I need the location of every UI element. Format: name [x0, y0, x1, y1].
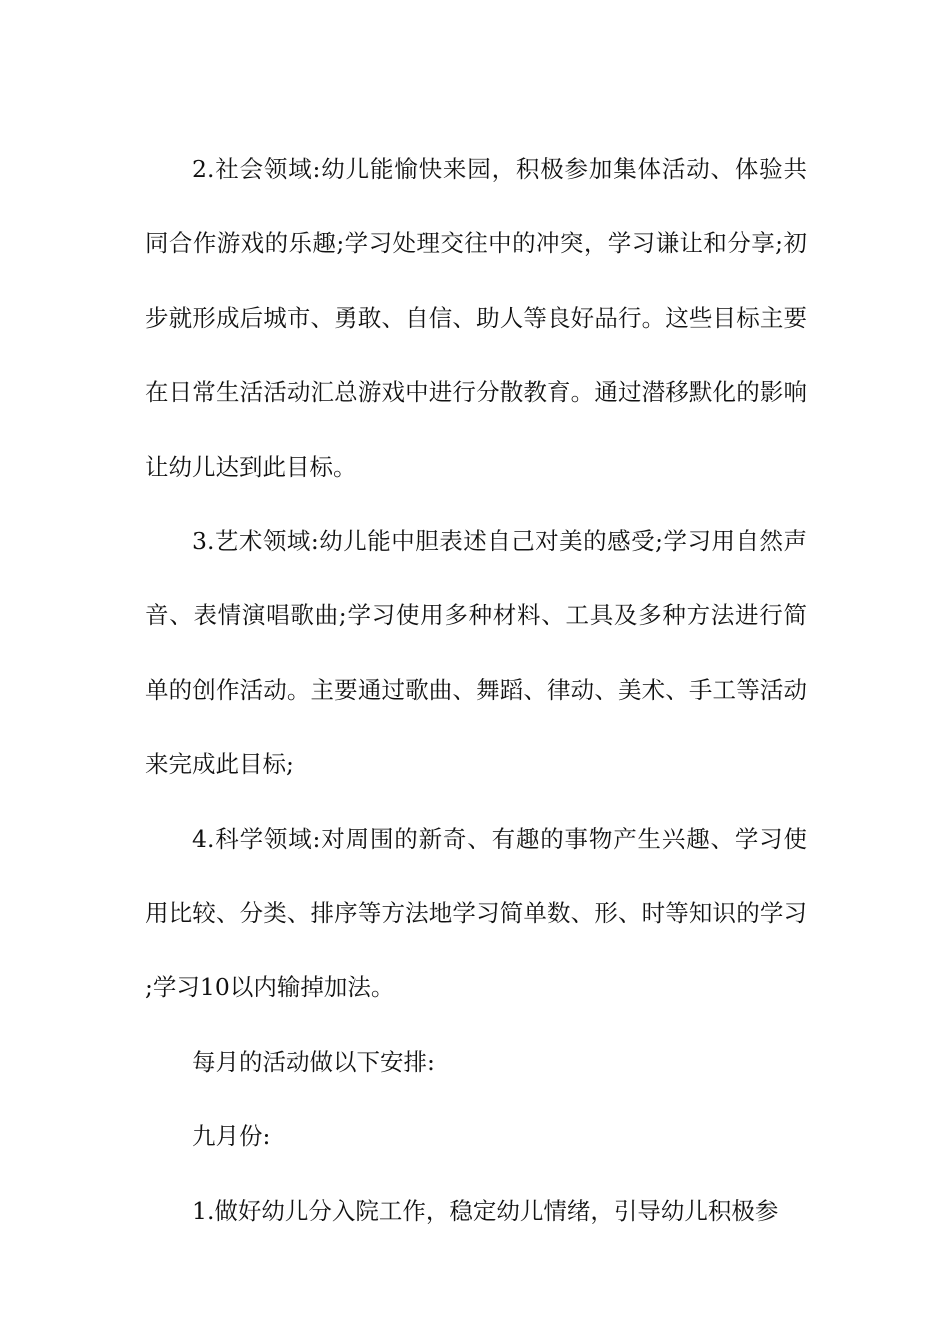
document-body: [145, 132, 807, 1248]
paragraph-social-domain: 2.社会领域:幼儿能愉快来园，积极参加集体活动、体验共同合作游戏的乐趣;学习处理交往中的冲突，学习谦让和分享;初步就形成后城市、勇敢、自信、助人等良好品行。这些目标主要在日常生活活动汇总游戏中进行分散教育。通过潜移默化的影响让幼儿达到此目标。: [145, 155, 807, 481]
paragraph-september-heading: 九月份:: [192, 1122, 271, 1151]
paragraph-september-item-1: 1.做好幼儿分入院工作，稳定幼儿情绪，引导幼儿积极参: [192, 1196, 779, 1225]
paragraph-science-domain: 4.科学领域:对周围的新奇、有趣的事物产生兴趣、学习使用比较、分类、排序等方法地学习简单数、形、时等知识的学习;学习10以内输掉加法。: [145, 824, 807, 1002]
paragraph-monthly-plan-intro: 每月的活动做以下安排:: [192, 1047, 435, 1076]
paragraph-art-domain: 3.艺术领域:幼儿能中胆表述自己对美的感受;学习用自然声音、表情演唱歌曲;学习使用多种材料、工具及多种方法进行简单的创作活动。主要通过歌曲、舞蹈、律动、美术、手工等活动来完成此目标;: [145, 527, 807, 779]
